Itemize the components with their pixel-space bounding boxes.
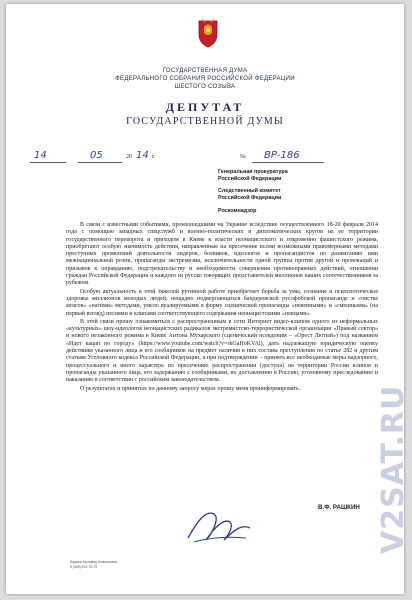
paragraph-4: О результатах и принятых по данному запросу мерах прошу меня проинформировать.: [80, 385, 301, 392]
date-year: 14: [136, 150, 149, 161]
number-label: №: [240, 154, 246, 160]
date-day-underline: [30, 162, 66, 163]
document-page: [6, 4, 411, 594]
date-day: 14: [34, 150, 47, 161]
recipient-2: Следственный комитет: [218, 188, 281, 194]
handwritten-signature: [184, 500, 254, 550]
date-month-underline: [78, 162, 122, 163]
paragraph-3: В этой связи прошу ознакомиться с распространенным в сети Интернет видео-клипом одного из неформальных «культурных» шоу-идеологов неонацистских радикалов экстремистско-террористической организации «Правый сектор» и нового незаконного режима в Киеве Антона Мухарского (сценический псевдоним – «Орест Лютый») под названием «Идет кацап по городу» (https://www.youtube.com/watch?v=rkGaHoKVAl), дать надлежащую юридическую оценку действиям указанного лица и его сообщников на предмет наличия в них состава преступления по статье 282 и другим статьям Уголовного кодекса Российской Федерации, а при подтверждении – принять все необходимые меры надзорного, процессуального и иного характера по пресечению распространения (доступа) на территории России клипов и пропаганды указанного лица, его задержанию с сообщниками, их доставлению в Россию, уголовному преследованию и наказанию в соответствии с российским законодательством.: [66, 318, 378, 384]
recipient-1: Генеральная прокуратура: [218, 169, 288, 175]
document-title: ДЕПУТАТ: [165, 100, 245, 114]
date-year-prefix: 20: [126, 154, 132, 160]
recipient-2b: Российской Федерации: [218, 195, 282, 201]
header-line-3: ШЕСТОГО СОЗЫВА: [174, 84, 236, 90]
executor-phone: 8 (495) 692-76-79: [70, 565, 98, 569]
date-month: 05: [90, 150, 103, 161]
document-number: ВР-186: [264, 150, 300, 161]
date-year-suffix: г.: [152, 154, 156, 160]
header-line-2: ФЕДЕРАЛЬНОГО СОБРАНИЯ РОССИЙСКОЙ ФЕДЕРАЦИИ: [115, 76, 295, 82]
signatory-name: В.Ф. РАШКИН: [318, 504, 360, 511]
executor-name: Бадаев Мухамед Исмаилович: [70, 560, 118, 564]
recipient-3: Роскомнадзор: [218, 208, 257, 214]
paragraph-2: Особую актуальность в этой тяжелой рутинной работе приобретает борьба за умы, сознание и психологическое здоровье миллионов молодых людей, нещадно подвергающихся бандеровской русофобской пропаганде и «чистке мозгов» «нагими» методами, умело вуалируемыми в форму сценической пропаганды «певенными» и «смешными» (на первый взгляд) песнями и клипами соответствующего содержания неонацистскими «певцами».: [66, 288, 378, 317]
watermark-text: V2SAT.RU: [376, 384, 411, 554]
russian-coat-of-arms-icon: [195, 16, 221, 48]
document-subtitle: ГОСУДАРСТВЕННОЙ ДУМЫ: [126, 116, 284, 127]
letter-body: [66, 222, 378, 394]
number-underline: [252, 162, 324, 163]
recipient-1b: Российской Федерации: [218, 176, 282, 182]
paragraph-1: В связи с известными событиями, произошедшими на Украине вследствие осуществленного 18-20 февраля 2014 года с помощью западных спецслужб и военно-политических и дипломатических кругов на ее территории государственного переворота и приходом в Киеве к власти неонацистского и откровенно фашистского режима, приобретают особую значимость действия, направленные на пресечение всеми возможными правомерными методами преступных проявлений деятельности лидеров, боевиков, идеологов и пропагандистов по разжиганию ими межнациональной розни, пропаганды экстремизма, исключительности одной группы против другой и провокаций и призывов к оправданию, подстрекательству и необходимости совершения противоправных действий, отношении граждан Российской Федерации и каждого из русско говорящих представителей миллионов наших соотечественников за рубежом.: [66, 222, 378, 287]
header-line-1: ГОСУДАРСТВЕННАЯ ДУМА: [162, 68, 248, 74]
site-watermark: [368, 214, 411, 574]
